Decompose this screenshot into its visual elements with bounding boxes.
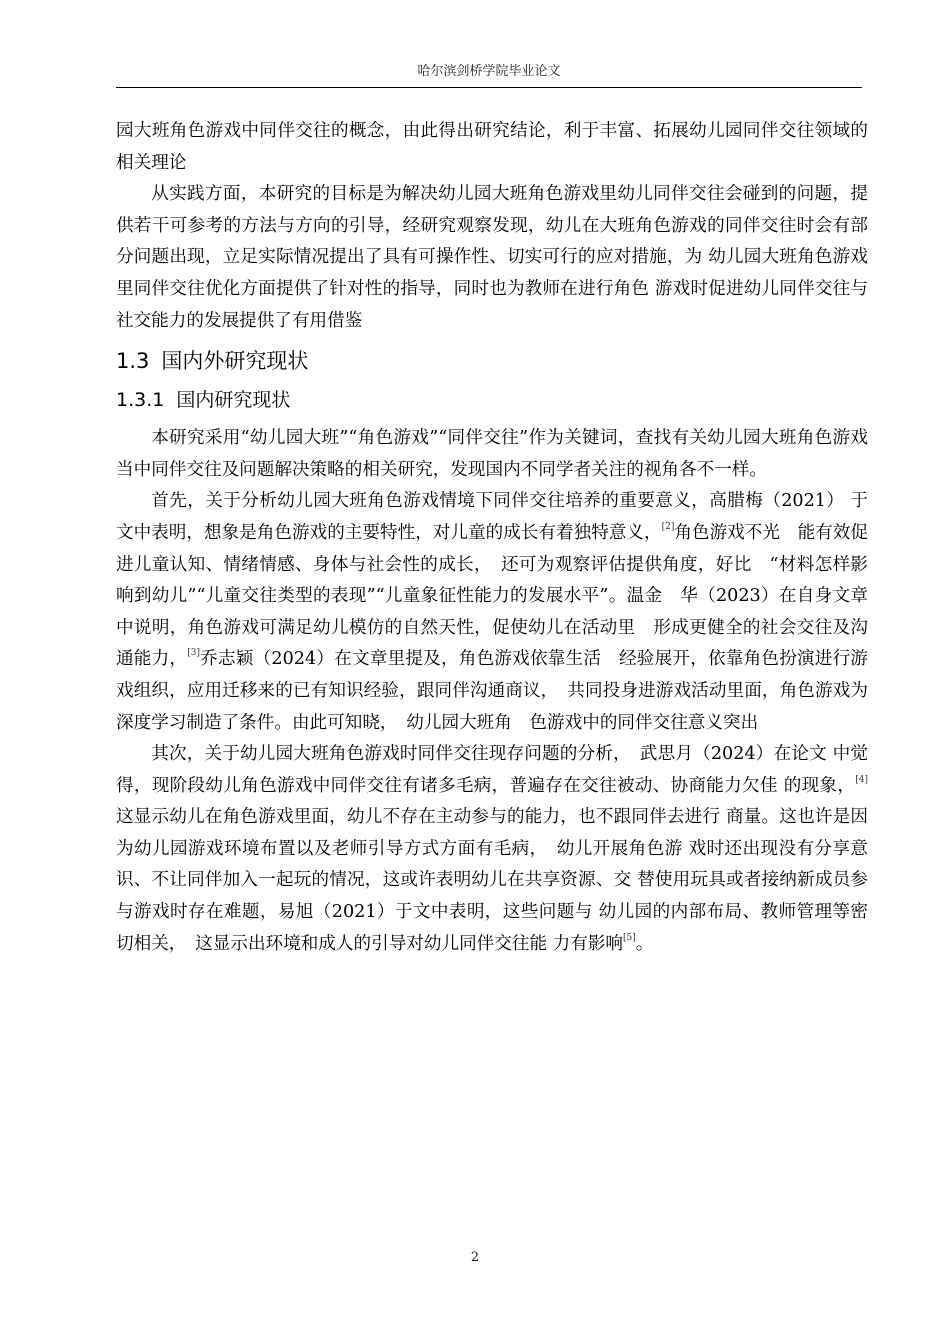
subsection-heading (116, 383, 868, 417)
page-number: 2 (470, 1250, 480, 1265)
paragraph-text: 。 (635, 933, 654, 954)
document-body (116, 116, 868, 960)
citation-ref: [3] (187, 648, 200, 659)
paragraph-text: 乔志颖（2024）在文章里提及，角色游戏依靠生活 经验展开，依靠角色扮演进行游戏组织，应用迁移来的已有知识经验，跟同伴沟通商议， 共同投身进游戏活动里面，角色游戏为深度学习制造了条件。由此可知晓， 幼儿园大班角 色游戏中的同伴交往意义突出 (116, 649, 868, 733)
section-title: 国内外研究现状 (161, 349, 309, 374)
paragraph-theory-continued: 园大班角色游戏中同伴交往的概念，由此得出研究结论，利于丰富、拓展幼儿园同伴交往领域的相关理论 (116, 121, 868, 173)
citation-ref: [2] (661, 521, 675, 532)
paragraph-text: 其次，关于幼儿园大班角色游戏时同伴交往现存问题的分析， 武思月（2024）在论文 中觉得，现阶段幼儿角色游戏中同伴交往有诸多毛病，普遍存在交往被动、协商能力欠佳 的现象， (116, 744, 868, 796)
paragraph-problems (116, 739, 868, 960)
subsection-title: 国内研究现状 (176, 389, 291, 412)
paragraph-text: 这显示幼儿在角色游戏里面，幼儿不存在主动参与的能力，也不跟同伴去进行 商量。这也许是因为幼儿园游戏环境布置以及老师引导方式方面有毛病， 幼儿开展角色游 戏时还出现没有分享意识、不让同伴加入一起玩的情况，这或许表明幼儿在共享资源、交 替使用玩具或者接纳新成员参与游戏时存在难题，易旭（2021）于文中表明，这些问题与 幼儿园的内部布局、教师管理等密切相关， 这显示出环境和成人的引导对幼儿同伴交往能 力有影响 (116, 807, 868, 954)
header-rule (116, 87, 862, 88)
running-header: 哈尔滨剑桥学院毕业论文 (417, 64, 561, 79)
paragraph-practice-significance: 从实践方面，本研究的目标是为解决幼儿园大班角色游戏里幼儿同伴交往会碰到的问题，提供若干可参考的方法与方向的引导，经研究观察发现，幼儿在大班角色游戏的同伴交往时会有部分问题出现，立足实际情况提出了具有可操作性、切实可行的应对措施，为 幼儿园大班角色游戏里同伴交往优化方面提供了针对性的指导，同时也为教师在进行角色 游戏时促进幼儿同伴交往与社交能力的发展提供了有用借鉴 (116, 184, 868, 331)
section-heading (116, 343, 868, 379)
section-number: 1.3 (116, 349, 150, 374)
citation-ref: [5] (623, 932, 636, 943)
paragraph-text: 角色游戏不光 能有效促进儿童认知、情绪情感、身体与社会性的成长， 还可为观察评估提供角度，好比 “材料怎样影响到幼儿”“儿童交往类型的表现”“儿童象征性能力的发展水平”。温金 华（2023）在自身文章中说明，角色游戏可满足幼儿模仿的自然天性，促使幼儿在活动里 形成更健全的社会交往及沟通能力， (116, 522, 868, 670)
paragraph-keywords: 本研究采用“幼儿园大班”“角色游戏”“同伴交往”作为关键词，查找有关幼儿园大班角色游戏当中同伴交往及问题解决策略的相关研究，发现国内不同学者关注的视角各不一样。 (116, 428, 868, 480)
subsection-number: 1.3.1 (116, 389, 165, 412)
citation-ref: [4] (855, 774, 868, 785)
paragraph-text: 首先，关于分析幼儿园大班角色游戏情境下同伴交往培养的重要意义，高腊梅（2021） 于文中表明，想象是角色游戏的主要特性，对儿童的成长有着独特意义， (116, 491, 868, 543)
paragraph-significance (116, 486, 868, 739)
